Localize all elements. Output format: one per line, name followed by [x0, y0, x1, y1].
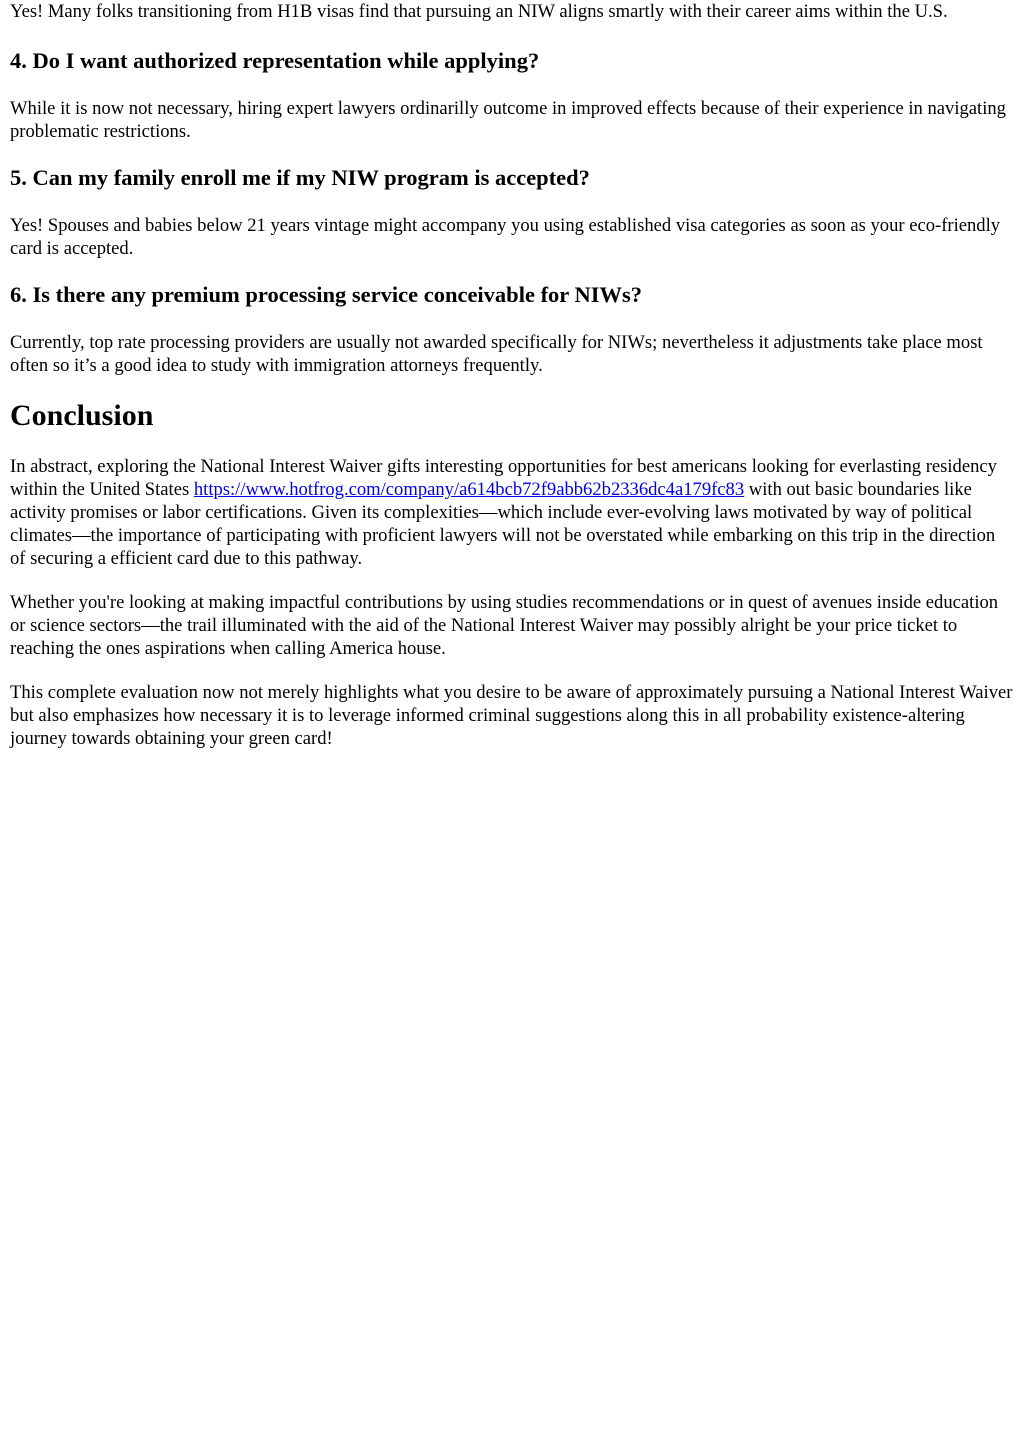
- hotfrog-company-link[interactable]: https://www.hotfrog.com/company/a614bcb72f9abb62b2336dc4a179fc83: [193, 479, 745, 500]
- faq-question-5: 5. Can my family enroll me if my NIW program is accepted?: [10, 165, 590, 190]
- conclusion-text-after-link: with out basic boundaries like activity promises or labor certifications. Given its complexities—which include ever-evolving laws motivated by way of political climates—the importance of participating with proficient lawyers will not be overstated while embarking on this trip in the direction of securing a efficient card due to this pathway.: [10, 479, 996, 569]
- conclusion-paragraph-1: [10, 455, 1014, 570]
- conclusion-heading: Conclusion: [10, 399, 154, 432]
- conclusion-paragraph-3: This complete evaluation now not merely highlights what you desire to be aware of approximately pursuing a National Interest Waiver but also emphasizes how necessary it is to leverage informed criminal suggestions along this in all probability existence-altering journey towards obtaining your green card!: [10, 682, 1013, 749]
- conclusion-text-before-link: In abstract, exploring the National Interest Waiver gifts interesting opportunities for best americans looking for everlasting residency within the United States: [10, 456, 997, 500]
- faq-answer-4: While it is now not necessary, hiring expert lawyers ordinarilly outcome in improved effects because of their experience in navigating problematic restrictions.: [10, 98, 1006, 142]
- faq-answer-5: Yes! Spouses and babies below 21 years vintage might accompany you using established visa categories as soon as your eco-friendly card is accepted.: [10, 215, 1001, 259]
- intro-paragraph: Yes! Many folks transitioning from H1B visas find that pursuing an NIW aligns smartly with their career aims within the U.S.: [10, 1, 948, 22]
- conclusion-paragraph-2: Whether you're looking at making impactful contributions by using studies recommendations or in quest of avenues inside education or science sectors—the trail illuminated with the aid of the National Interest Waiver may possibly alright be your price ticket to reaching the ones aspirations when calling America house.: [10, 592, 999, 659]
- faq-question-6: 6. Is there any premium processing service conceivable for NIWs?: [10, 282, 643, 307]
- faq-question-4: 4. Do I want authorized representation while applying?: [10, 48, 540, 73]
- faq-answer-6: Currently, top rate processing providers are usually not awarded specifically for NIWs; nevertheless it adjustments take place most often so it’s a good idea to study with immigration attorneys frequently.: [10, 332, 983, 376]
